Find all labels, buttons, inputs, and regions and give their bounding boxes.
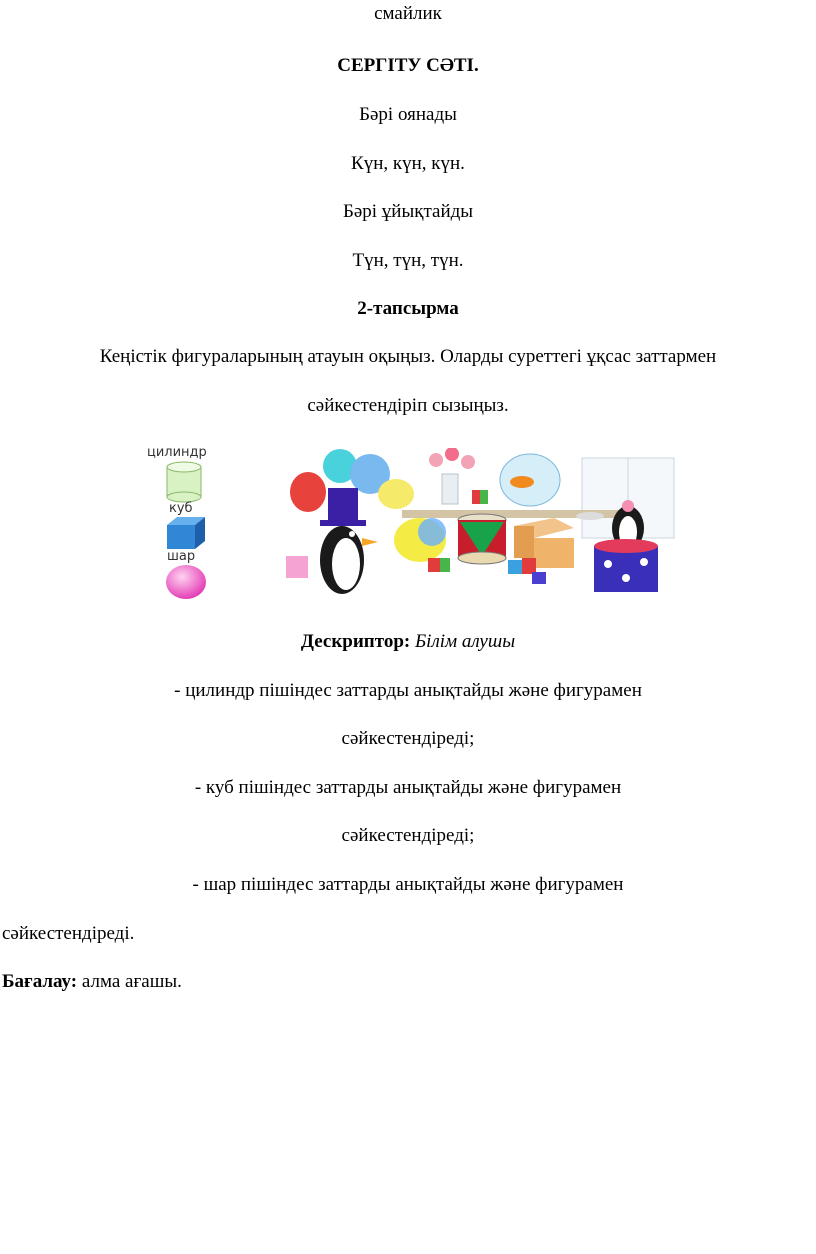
task-title-text: 2-тапсырма <box>357 298 459 319</box>
descriptor-item-1: - цилиндр пішіндес заттарды анықтайды және фигурамен <box>174 680 642 701</box>
assessment-label: Бағалау: <box>2 971 78 992</box>
task-instruction-2: сәйкестендіріп сызыңыз. <box>307 395 509 416</box>
poem-line-2: Күн, күн, күн. <box>351 153 465 174</box>
descriptor-subject: Білім алушы <box>414 631 516 652</box>
exercise-title <box>0 54 816 78</box>
cube-label: куб <box>169 501 193 516</box>
assessment-value: алма ағашы. <box>81 971 182 992</box>
red-balloon <box>290 472 326 512</box>
descriptor-item-6: сәйкестендіреді. <box>2 923 135 944</box>
poem-line-3: Бәрі ұйықтайды <box>342 201 474 222</box>
toys-scene-illustration <box>282 448 678 604</box>
smiley-line: смайлик <box>374 3 442 24</box>
task-title <box>0 297 816 321</box>
poem-line-4: Түн, түн, түн. <box>352 250 464 271</box>
cube-icon <box>165 515 209 551</box>
sphere-label: шар <box>167 549 196 564</box>
sphere-icon <box>165 563 209 603</box>
assessment-line <box>2 970 802 994</box>
cylinder-label: цилиндр <box>147 445 207 460</box>
descriptor-item-2: сәйкестендіреді; <box>341 728 475 749</box>
poem-line-1: Бәрі оянады <box>359 104 457 125</box>
descriptor-label: Дескриптор: <box>300 631 411 652</box>
descriptor-heading <box>0 630 816 654</box>
descriptor-item-4: сәйкестендіреді; <box>341 825 475 846</box>
descriptor-item-5: - шар пішіндес заттарды анықтайды және фигурамен <box>192 874 624 895</box>
exercise-title-text: СЕРГІТУ СӘТІ. <box>337 55 479 76</box>
shapes-legend <box>145 445 230 605</box>
cylinder-icon <box>165 461 205 503</box>
task-instruction-1: Кеңістік фигураларының атауын оқыңыз. Оларды суреттегі ұқсас заттармен <box>99 346 717 367</box>
descriptor-item-3: - куб пішіндес заттарды анықтайды және фигурамен <box>194 777 622 798</box>
